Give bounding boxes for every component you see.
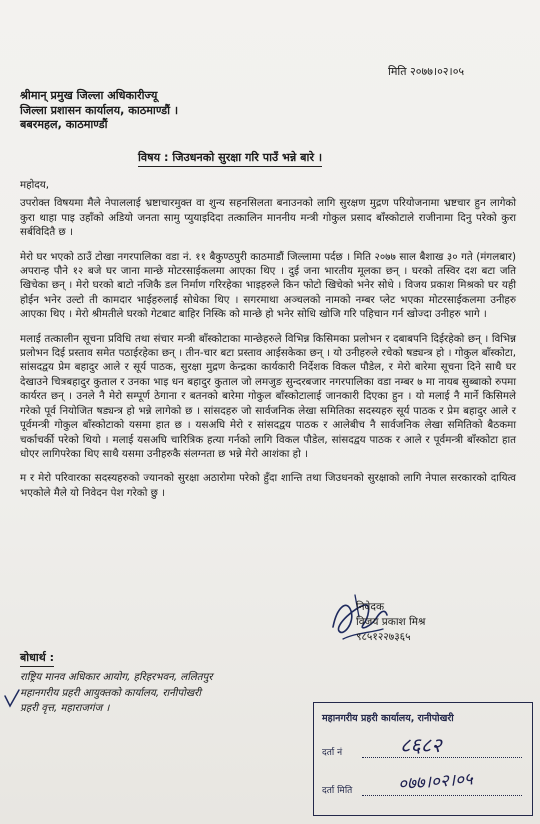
stamp-date-line — [362, 795, 522, 796]
addressee-line: श्रीमान् प्रमुख जिल्ला अधिकारीज्यू — [20, 89, 158, 102]
stamp-number-label: दर्ता नं — [322, 748, 343, 758]
letter-body — [20, 178, 516, 510]
letter-date: मिति २०७७।०२।०५ — [388, 65, 465, 78]
addressee-line: बबरमहल, काठमाण्डौं — [20, 118, 108, 131]
signature-phone: ९८५१२२७३६५ — [356, 631, 411, 643]
cc-title: बोधार्थ : — [20, 650, 54, 667]
check-mark-icon — [2, 688, 22, 710]
cc-item: प्रहरी वृत्त, महाराजगंज । — [20, 703, 110, 714]
addressee-block — [20, 89, 178, 133]
cc-list — [20, 670, 213, 717]
stamp-date-label: दर्ता मिति — [322, 786, 353, 796]
stamp-date-value: ०७७।०२।०५ — [397, 769, 474, 795]
signature-name: विजय प्रकाश मिश्र — [356, 616, 426, 628]
signature-block — [356, 600, 425, 645]
signature-label: निवेदक — [356, 601, 385, 613]
stamp-number-line — [362, 757, 522, 758]
body-paragraph: उपरोक्त विषयमा मैले नेपाललाई भ्रष्टाचारमुक्त वा शुन्य सहनसिलता बनाउनको लागि सुरक्षण मुद्रण परियोजनामा भ्रष्टचार हुन लागेको कुरा थाहा पाइ उहाँको अडियो जनता सामु प्युयाइदिदा तत्कालिन माननीय मन्त्री गोकुल प्रसाद बाँस्कोटाले राजीनामा दिनु परेको कुरा सर्बविदितै छ । — [20, 197, 516, 239]
addressee-line: जिल्ला प्रशासन कार्यालय, काठमाण्डौं । — [20, 103, 179, 117]
registration-stamp — [313, 702, 533, 816]
cc-item: राष्ट्रिय मानव अधिकार आयोग, हरिहरभवन, ललितपुर — [20, 672, 213, 683]
stamp-number-value: ८६८२ — [400, 733, 442, 757]
body-paragraph: म र मेरो परिवारका सदस्यहरुको ज्यानको सुरक्षा अठारोमा परेको हुँदा शान्ति तथा जिउधनको सुरक्षाको लागि नेपाल सरकारको दायित्व भएकोले मैले यो निवेदन पेश गरेको छु । — [20, 472, 516, 499]
salutation: महोदय, — [20, 179, 50, 191]
letter-subject: विषय : जिउधनको सुरक्षा गरि पाउँ भन्ने बारे । — [138, 150, 322, 167]
stamp-title: महानगरीय प्रहरी कार्यालय, रानीपोखरी — [322, 713, 454, 724]
body-paragraph: मेरो घर भएको ठाउँ टोखा नगरपालिका वडा नं. ११ बैकुण्ठपुरी काठमाडौं जिल्लामा पर्दछ । मिति २०७७ साल बैशाख ३० गते (मंगलबार) अपरान्ह पौने १२ बजे घर जाना मान्छे मोटरसाईकलमा आएका थिए । दुई जना भारतीय मूलका छन् । घरको तस्विर दश बटा जति खिचेका छन् । मेरो घरको बाटो नजिकै डल निर्माण गरिरहेका भाइहरुले किन फोटो खिचेको भनेर सोधे । विजय प्रकाश मिश्रको घर यही होईन भनेर उल्टो ती कामदार भाईहरुलाई सोधेका थिए । सगरमाथा अञ्चलको नामको नम्बर प्लेट भएका मोटरसाईकलमा उनीहरु आएका थिए । मेरो श्रीमतीले घरको गेटबाट बाहिर निस्कि को मान्छे हो भनेर सोधि खोजि गरि पहिचान गर्न खोज्दा उनीहरु भागे । — [20, 250, 516, 321]
cc-item: महानगरीय प्रहरी आयुक्तको कार्यालय, रानीपोखरी — [20, 687, 201, 699]
body-paragraph: मलाई तत्कालीन सूचना प्रविधि तथा संचार मन्त्री बाँस्कोटाका मान्छेहरुले विभिन्न किसिमका प्रलोभन र दबाबपनि दिईरहेको छन् । विभिन्न प्रलोभन दिई प्रस्ताव समेत पठाईरहेका छन् । तीन-चार बटा प्रस्ताव आईसकेका छन् । यो उनीहरुले रचेको षड्यन्त्र हो । गोकुल बाँस्कोटा, सांसदद्वय प्रेम बहादुर आले र सूर्य पाठक, सुरक्षा मुद्रण केन्द्रका कार्यकारी निर्देशक विकल पौडेल, र मेरो बारेमा सूचना दिने साथै घर देखाउने चित्रबहादुर कुताल र उनका भाइ धन बहादुर कुताल जो लमजुङ सुन्दरबजार नगरपालिका वडा नम्बर ७ मा नायब सुब्बाको रुपमा कार्यरत छन् । उनले नै मेरो सम्पूर्ण ठेगाना र बतनको बारेमा गोकुल बाँस्कोटालाई जानकारी दिएका हुन । यो मलाई नै मार्ने किसिमले गरेको पूर्व नियोजित षड्यन्त्र हो भन्ने लागेको छ । सांसदहरु जो सार्वजनिक लेखा समितिका सदस्यहरु सूर्य पाठक र प्रेम बहादुर आले र पूर्वमन्त्री गोकुल बाँस्कोटाको यसमा हात छ । यसअघि मेरो र सांसदद्वय पाठक र आलेबीच नै सार्वजनिक लेखा समितिको बैठकमा चर्काचर्की परेको थियो । मलाई यसअघि चारित्रिक हत्या गर्नको लागि विकल पौडेल, सांसदद्वय पाठक र आले र पूर्वमन्त्री बाँस्कोटा हात धोएर लागिपरेका थिए साथै यसमा उनीहरुकै संलग्नता छ भन्ने मेरो आशंका हो । — [20, 332, 516, 460]
